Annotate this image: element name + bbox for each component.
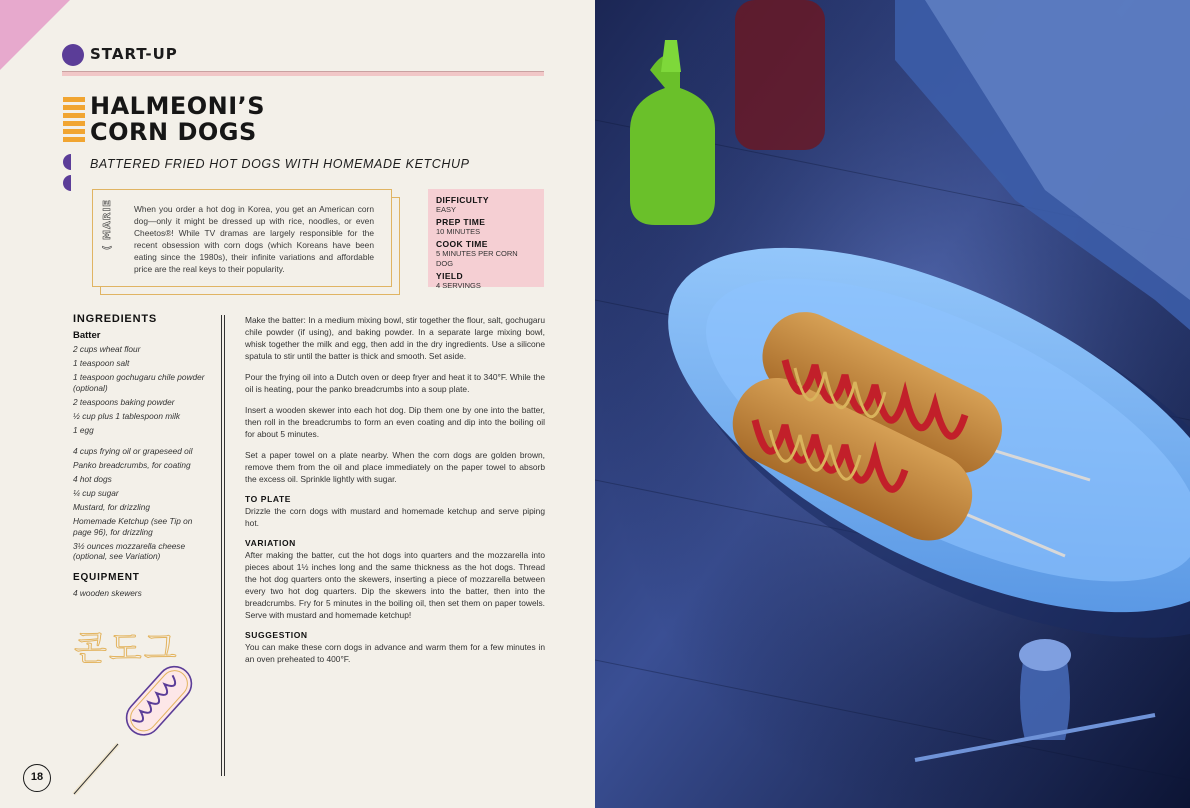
batter-heading: Batter [73,330,101,341]
recipe-title-line-1: HALMEONI’S [90,92,266,120]
to-plate-text: Drizzle the corn dogs with mustard and homemade ketchup and serve piping hot. [245,506,545,528]
list-item: Homemade Ketchup (see Tip on page 96), for drizzling [73,516,193,537]
batter-list [73,344,213,439]
list-item: ¼ cup sugar [73,488,119,498]
variation-heading: VARIATION [245,538,296,548]
list-item: 3½ ounces mozzarella cheese (optional, see Variation) [73,540,186,561]
difficulty-label: DIFFICULTY [436,195,489,205]
list-item: 4 hot dogs [73,474,112,484]
recipe-subtitle: BATTERED FRIED HOT DOGS WITH HOMEMADE KETCHUP [90,157,470,171]
list-item: 1 egg [73,424,94,435]
korean-lettering: 콘도그 [74,629,179,669]
recipe-title-line-2: CORN DOGS [90,118,257,146]
intro-text: When you order a hot dog in Korea, you get an American corn dog—only it might be dressed up with rice, noodles, or even Cheetos®! While TV dramas are largely responsible for the recent obsession with corn dogs (which Koreans have been eating since the 1980s), their infinite variations and affordable price are the real keys to their popularity. [134,204,374,274]
list-item: 1 teaspoon salt [73,358,130,368]
yield-value: 4 SERVINGS [436,281,481,290]
method-step-2: Pour the frying oil into a Dutch oven or deep fryer and heat it to 340°F. While the oil is heating, pour the panko breadcrumbs into a soup plate. [245,372,545,394]
list-item: 2 cups wheat flour [73,344,141,354]
section-rule [62,71,544,76]
corn-dog-illustration-icon [62,648,212,798]
other-ingredients-list [73,446,213,565]
cook-time-label: COOK TIME [436,239,488,249]
method-step-4: Set a paper towel on a plate nearby. When the corn dogs are golden brown, remove them from the oil and place immediately on the paper towel to absorb the excess oil. Sprinkle lightly with sugar. [245,450,545,484]
list-item: ½ cup plus 1 tablespoon milk [73,410,181,421]
variation-text: After making the batter, cut the hot dogs into quarters and the mozzarella into pieces about 1½ inches long and the same thickness as the hot dogs. Thread the hot dog quarters onto the skewers, inserting a piece of mozzarella between every two hot dog quarters. Dip the skewers into the batter, then into the breadcrumbs. Fry for 5 minutes in the boiling oil, then set them on paper towels. Serve with mustard and homemade ketchup! [245,550,545,620]
method-step-3: Insert a wooden skewer into each hot dog. Dip them one by one into the batter, then roll in the breadcrumbs to form an even coating and dip into the boiling oil for about 5 minutes. [245,405,545,439]
recipe-title [90,93,265,145]
list-item: Panko breadcrumbs, for coating [73,460,191,470]
yield-label: YIELD [436,271,464,281]
recipe-info-box [428,189,544,290]
intro-author: ( MARIE [102,198,113,250]
title-stripes-icon [63,97,85,145]
cook-time-value: 5 MINUTES PER CORN DOG [436,249,518,268]
list-item: Mustard, for drizzling [73,502,151,512]
section-label: START-UP [90,45,178,63]
page-number: 18 [23,764,51,792]
method-step-1: Make the batter: In a medium mixing bowl, stir together the flour, salt, gochugaru chile powder (if using), and baking powder. In a separate large mixing bowl, whisk together the milk and egg, then add in the dry ingredients. Use a silicone spatula to stir until the batter is thick and smooth. Set aside. [245,315,545,361]
intro-author-name: MARIE [102,198,113,240]
equipment-heading: EQUIPMENT [73,572,140,583]
list-item: 1 teaspoon gochugaru chile powder (optional) [73,372,205,393]
quote-icon [63,154,83,172]
list-item: 2 teaspoons baking powder [73,396,175,407]
suggestion-text: You can make these corn dogs in advance and warm them for a few minutes in an oven preheated to 400°F. [245,642,545,664]
list-item: 4 cups frying oil or grapeseed oil [73,446,193,456]
method-text [245,314,545,674]
ingredients-heading: INGREDIENTS [73,313,157,325]
equipment-item: 4 wooden skewers [73,588,142,598]
corner-tab [0,0,70,70]
section-dot-icon [62,44,84,66]
column-divider [221,315,225,776]
prep-time-label: PREP TIME [436,217,486,227]
prep-time-value: 10 MINUTES [436,227,481,236]
to-plate-heading: TO PLATE [245,494,292,504]
difficulty-value: EASY [436,205,457,214]
suggestion-heading: SUGGESTION [245,630,308,640]
food-photo [595,0,1190,808]
corn-dog-photo [595,0,1190,808]
